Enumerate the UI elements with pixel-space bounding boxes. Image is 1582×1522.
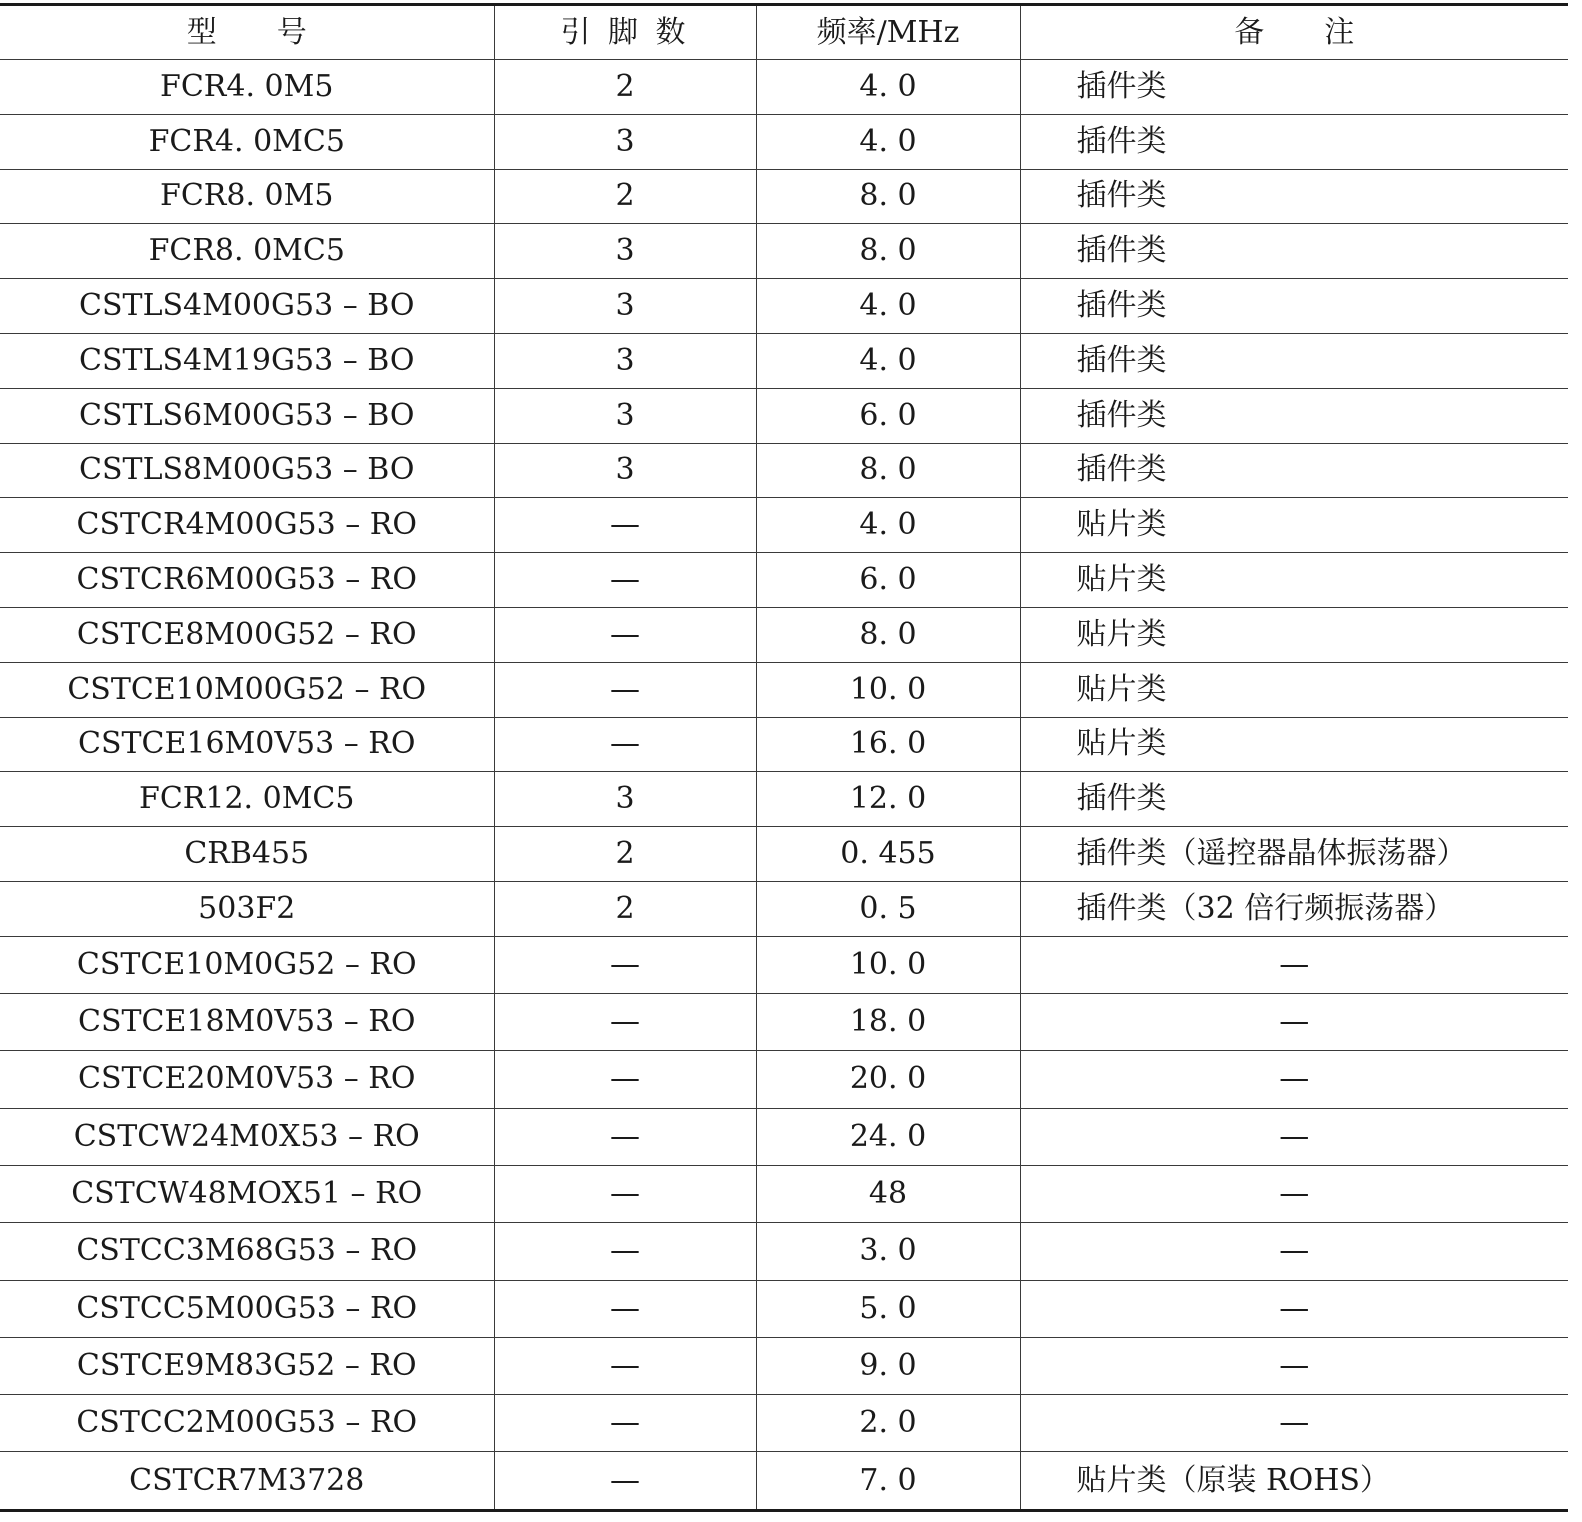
- table-row: [0, 607, 1568, 662]
- cell-model: CSTCE9M83G52 – RO: [0, 1337, 494, 1394]
- table-header-row: [0, 5, 1568, 60]
- cell-model: CSTCR7M3728: [129, 1462, 365, 1498]
- table-row: [0, 1337, 1568, 1394]
- table-row: [0, 881, 1568, 936]
- cell-model: CSTCE16M0V53 – RO: [0, 717, 494, 772]
- table-row: [0, 1165, 1568, 1222]
- cell-remarks: 插件类: [1020, 333, 1568, 388]
- table-row: [0, 662, 1568, 717]
- cell-pin-count: —: [494, 1280, 756, 1337]
- cell-pin-count: 3: [494, 443, 756, 498]
- table-row: [0, 443, 1568, 498]
- cell-frequency: 3. 0: [756, 1223, 1020, 1280]
- cell-remarks: —: [1020, 1223, 1568, 1280]
- cell-pin-count: —: [494, 662, 756, 717]
- cell-remarks: —: [1020, 936, 1568, 993]
- table-row: [0, 994, 1568, 1051]
- table-row: [0, 388, 1568, 443]
- table-row: [0, 1223, 1568, 1280]
- cell-model: CRB455: [0, 827, 494, 882]
- cell-frequency: 18. 0: [756, 994, 1020, 1051]
- cell-model: CSTCC5M00G53 – RO: [0, 1280, 494, 1337]
- table-row: [0, 279, 1568, 334]
- cell-model: FCR12. 0MC5: [0, 772, 494, 827]
- table-body: [0, 60, 1568, 1511]
- header-model: 型 号: [0, 5, 494, 60]
- cell-pin-count: —: [494, 717, 756, 772]
- table-row: [0, 60, 1568, 115]
- cell-remarks: —: [1020, 994, 1568, 1051]
- cell-model: FCR8. 0M5: [0, 169, 494, 224]
- cell-frequency: 8. 0: [756, 443, 1020, 498]
- cell-remarks: 插件类: [1020, 169, 1568, 224]
- resonator-model-table: [0, 3, 1568, 1512]
- cell-remarks: 插件类: [1020, 224, 1568, 279]
- table-row: [0, 553, 1568, 608]
- cell-frequency: 10. 0: [756, 662, 1020, 717]
- cell-pin-count: —: [494, 1165, 756, 1222]
- cell-frequency: 8. 0: [756, 607, 1020, 662]
- table-row: [0, 333, 1568, 388]
- cell-frequency: 5. 0: [756, 1280, 1020, 1337]
- cell-remarks: —: [1020, 1395, 1568, 1452]
- cell-model: CSTCE18M0V53 – RO: [0, 994, 494, 1051]
- cell-pin-count: —: [494, 1395, 756, 1452]
- cell-frequency: 4. 0: [756, 333, 1020, 388]
- cell-pin-count: —: [494, 553, 756, 608]
- cell-remarks: 插件类: [1020, 772, 1568, 827]
- cell-remarks: 贴片类: [1020, 498, 1568, 553]
- header-frequency: 频率/MHz: [756, 5, 1020, 60]
- cell-pin-count: —: [494, 498, 756, 553]
- cell-pin-count: 2: [494, 60, 756, 115]
- cell-remarks: 插件类（32 倍行频振荡器）: [1020, 881, 1568, 936]
- cell-model: 503F2: [0, 881, 494, 936]
- cell-frequency: 12. 0: [756, 772, 1020, 827]
- cell-model: FCR4. 0M5: [0, 60, 494, 115]
- cell-frequency: 24. 0: [756, 1108, 1020, 1165]
- cell-pin-count: —: [494, 1337, 756, 1394]
- cell-remarks: 贴片类: [1020, 662, 1568, 717]
- cell-frequency: 8. 0: [756, 169, 1020, 224]
- cell-frequency: 6. 0: [756, 553, 1020, 608]
- table-row: [0, 1280, 1568, 1337]
- cell-model: CSTCR4M00G53 – RO: [0, 498, 494, 553]
- cell-model: CSTCW48MOX51 – RO: [0, 1165, 494, 1222]
- cell-model: CSTCC2M00G53 – RO: [0, 1395, 494, 1452]
- table-row: [0, 936, 1568, 993]
- table-row: [0, 1108, 1568, 1165]
- cell-pin-count: 3: [494, 772, 756, 827]
- cell-model: CSTLS8M00G53 – BO: [0, 443, 494, 498]
- cell-pin-count: —: [494, 936, 756, 993]
- cell-model: CSTCE20M0V53 – RO: [0, 1051, 494, 1108]
- cell-remarks: 贴片类: [1020, 717, 1568, 772]
- table-row: [0, 224, 1568, 279]
- cell-frequency: 6. 0: [756, 388, 1020, 443]
- cell-frequency: 20. 0: [756, 1051, 1020, 1108]
- cell-model: CSTCE8M00G52 – RO: [0, 607, 494, 662]
- table-row: [0, 114, 1568, 169]
- cell-model: CSTCR6M00G53 – RO: [0, 553, 494, 608]
- cell-pin-count: —: [494, 607, 756, 662]
- cell-pin-count: —: [494, 1452, 756, 1510]
- table-row: [0, 1395, 1568, 1452]
- cell-frequency: 0. 455: [756, 827, 1020, 882]
- cell-pin-count: —: [494, 994, 756, 1051]
- cell-pin-count: 3: [494, 114, 756, 169]
- cell-pin-count: —: [494, 1051, 756, 1108]
- cell-frequency: 48: [756, 1165, 1020, 1222]
- cell-frequency: 4. 0: [756, 279, 1020, 334]
- cell-frequency: 8. 0: [756, 224, 1020, 279]
- cell-model: CSTCC3M68G53 – RO: [0, 1223, 494, 1280]
- cell-remarks: 插件类: [1020, 114, 1568, 169]
- table-row: [0, 772, 1568, 827]
- header-pin-count: 引 脚 数: [494, 5, 756, 60]
- cell-frequency: 9. 0: [756, 1337, 1020, 1394]
- cell-model: FCR4. 0MC5: [0, 114, 494, 169]
- cell-pin-count: 2: [494, 827, 756, 882]
- cell-remarks: 贴片类: [1020, 553, 1568, 608]
- cell-frequency: 2. 0: [756, 1395, 1020, 1452]
- cell-remarks: 插件类: [1020, 443, 1568, 498]
- cell-pin-count: —: [494, 1223, 756, 1280]
- cell-pin-count: 3: [494, 333, 756, 388]
- cell-pin-count: 3: [494, 224, 756, 279]
- cell-remarks: —: [1020, 1108, 1568, 1165]
- cell-remarks: 插件类（遥控器晶体振荡器）: [1020, 827, 1568, 882]
- cell-frequency: 10. 0: [756, 936, 1020, 993]
- cell-pin-count: —: [494, 1108, 756, 1165]
- cell-frequency: 4. 0: [756, 114, 1020, 169]
- cell-pin-count: 2: [494, 881, 756, 936]
- table-row: [0, 827, 1568, 882]
- table-row: [0, 1051, 1568, 1108]
- cell-frequency: 16. 0: [756, 717, 1020, 772]
- cell-remarks: 插件类: [1020, 279, 1568, 334]
- cell-model: FCR8. 0MC5: [0, 224, 494, 279]
- cell-model: CSTCE10M0G52 – RO: [0, 936, 494, 993]
- cell-remarks: —: [1020, 1337, 1568, 1394]
- cell-model: CSTLS6M00G53 – BO: [0, 388, 494, 443]
- cell-remarks: —: [1020, 1165, 1568, 1222]
- cell-pin-count: 3: [494, 388, 756, 443]
- cell-frequency: 4. 0: [756, 498, 1020, 553]
- cell-remarks: 贴片类: [1020, 607, 1568, 662]
- cell-remarks: 贴片类（原装 ROHS）: [1020, 1452, 1568, 1510]
- table-row: [0, 1452, 1568, 1510]
- table-row: [0, 169, 1568, 224]
- cell-model: CSTLS4M19G53 – BO: [0, 333, 494, 388]
- cell-model: CSTLS4M00G53 – BO: [0, 279, 494, 334]
- cell-remarks: 插件类: [1020, 388, 1568, 443]
- cell-remarks: 插件类: [1020, 60, 1568, 115]
- table-row: [0, 498, 1568, 553]
- header-remarks: 备 注: [1020, 5, 1568, 60]
- table-row: [0, 717, 1568, 772]
- cell-frequency: 4. 0: [756, 60, 1020, 115]
- cell-frequency: 0. 5: [756, 881, 1020, 936]
- cell-model: CSTCE10M00G52 – RO: [0, 662, 494, 717]
- cell-pin-count: 2: [494, 169, 756, 224]
- cell-frequency: 7. 0: [756, 1452, 1020, 1510]
- cell-pin-count: 3: [494, 279, 756, 334]
- cell-remarks: —: [1020, 1051, 1568, 1108]
- cell-remarks: —: [1020, 1280, 1568, 1337]
- cell-model: CSTCW24M0X53 – RO: [0, 1108, 494, 1165]
